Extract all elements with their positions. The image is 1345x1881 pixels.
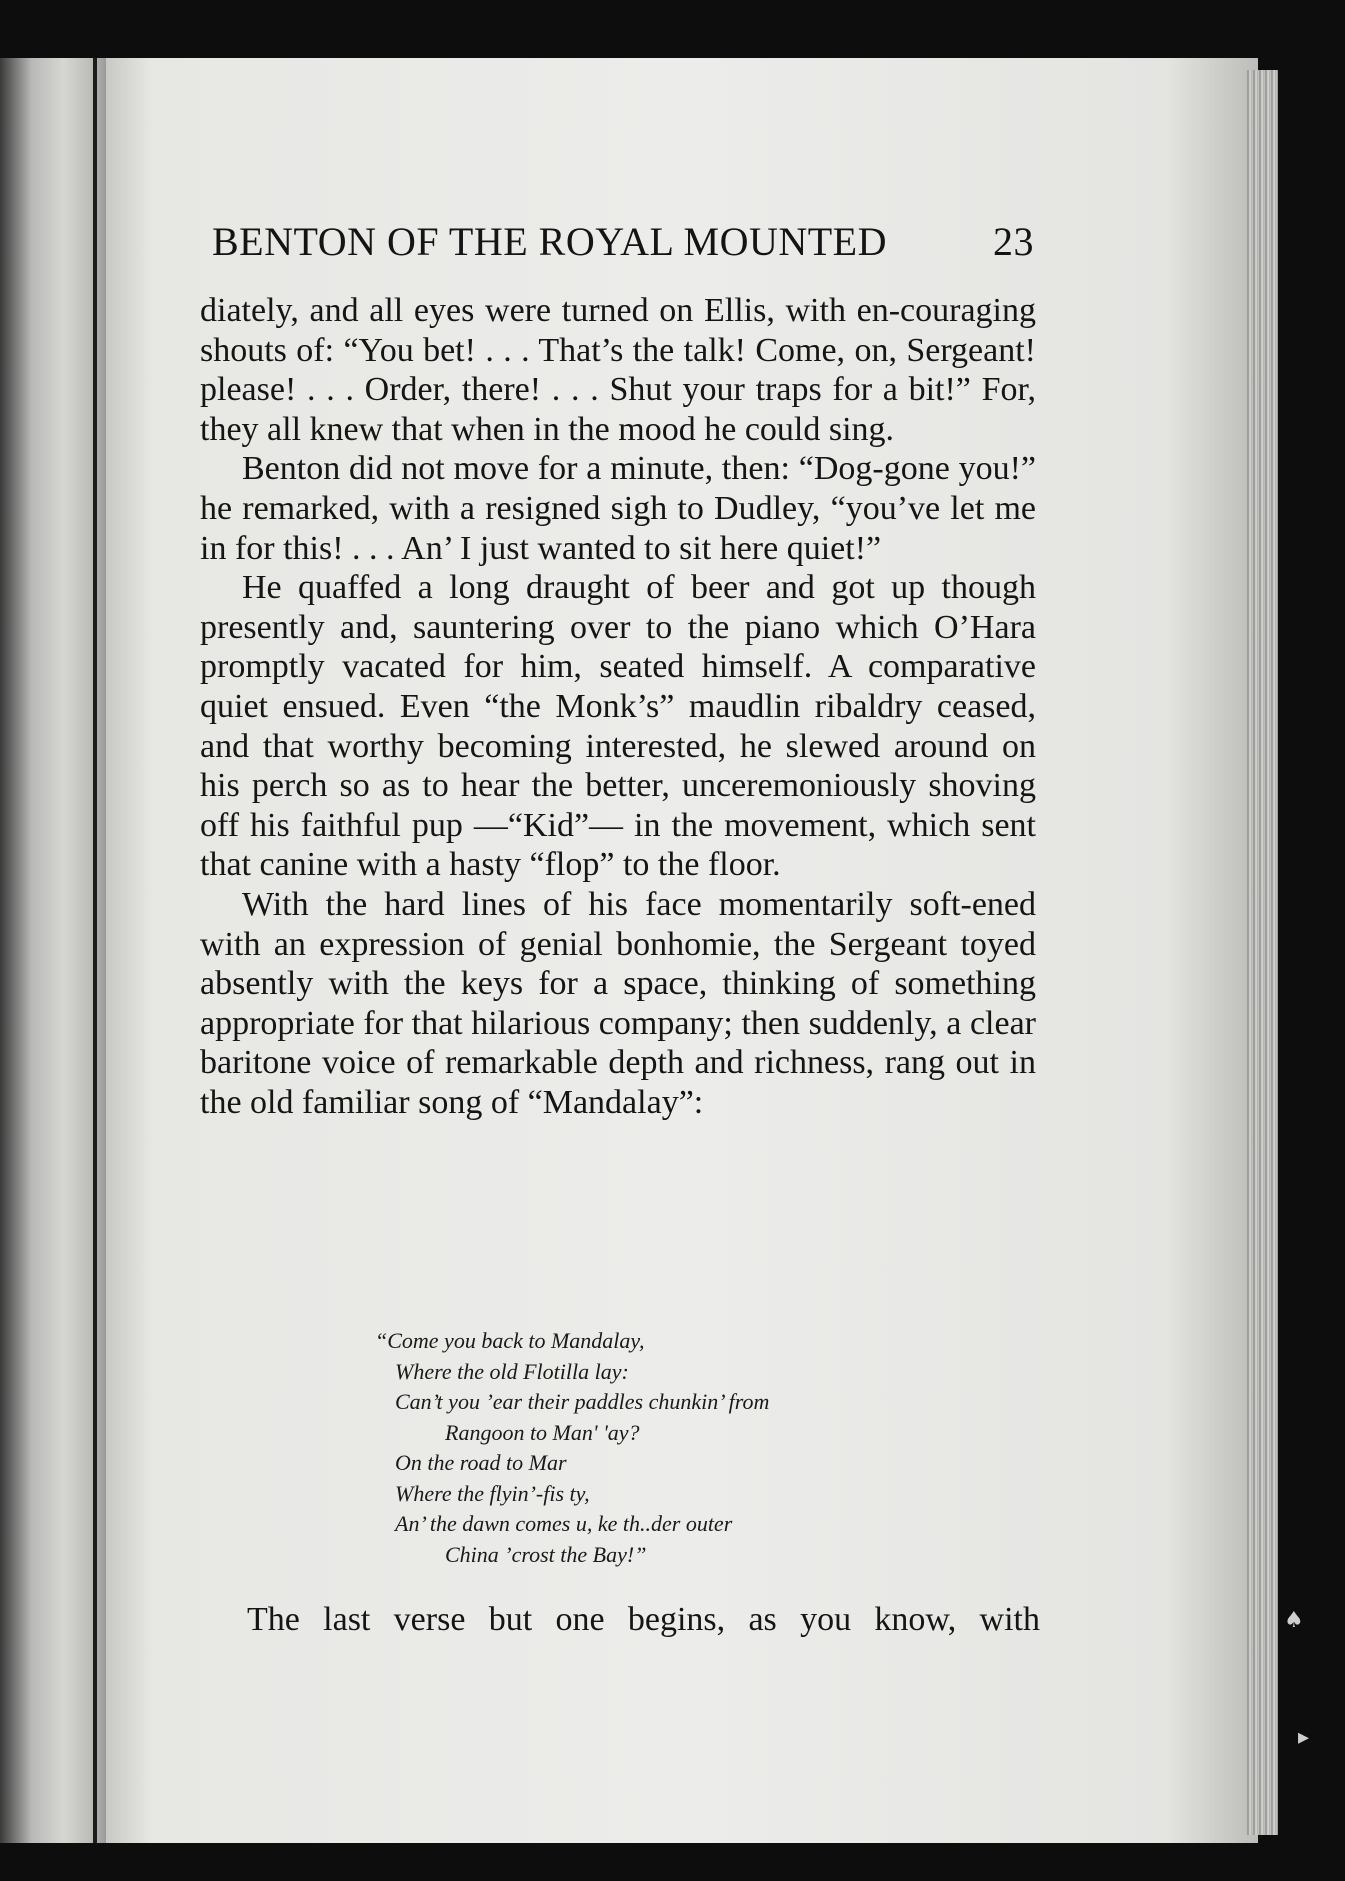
last-line-word: The [247, 1601, 300, 1638]
verse-line: Where the old Flotilla lay: [395, 1358, 629, 1384]
verse-line: China ’crost the Bay!” [445, 1541, 647, 1567]
last-line [247, 1601, 1040, 1639]
verse-block [375, 1326, 975, 1570]
gutter-line [93, 58, 97, 1843]
left-page-edge [0, 58, 106, 1843]
last-line-word: begins, [627, 1601, 726, 1638]
paragraph-3: He quaffed a long draught of beer and got up though presently and, sauntering over to the piano which O’Hara promptly vacated for him, seated himself. A comparative quiet ensued. Even “the Monk’s” maudlin ribaldry ceased, and that worthy becoming interested, he slewed around on his perch so as to hear the better, unceremoniously shoving off his faithful pup —“Kid”— in the movement, which sent that canine with a hasty “flop” to the floor. [200, 569, 1036, 884]
body-text [200, 291, 1036, 1122]
last-line-word: as [748, 1601, 777, 1638]
paragraph-4: With the hard lines of his face momentarily soft-ened with an expression of genial bonhomie, the Sergeant toyed absently with the keys for a space, thinking of something appropriate for that hilarious company; then suddenly, a clear baritone voice of remarkable depth and richness, rang out in the old familiar song of “Mandalay”: [200, 885, 1036, 1121]
last-line-word: last [323, 1601, 371, 1638]
verse-line: “Come you back to Mandalay, [375, 1328, 645, 1353]
page-number: 23 [993, 219, 1034, 264]
last-line-word: one [555, 1601, 605, 1638]
last-line-word: but [488, 1601, 533, 1638]
scan-speck: ▸ [1298, 1725, 1310, 1750]
verse-line: An’ the dawn comes u, ke th..der outer [395, 1511, 733, 1536]
scan-speck: ♠ [1284, 1608, 1304, 1633]
verse-line: On the road to Mar [395, 1450, 567, 1475]
running-head [212, 218, 1034, 265]
last-line-word: know, [874, 1601, 957, 1638]
page-stack-edge [1246, 70, 1278, 1835]
last-line-word: verse [393, 1601, 466, 1638]
last-line-word: you [800, 1601, 852, 1638]
verse-line: Rangoon to Man' 'ay? [445, 1419, 640, 1445]
last-line-word: with [979, 1601, 1040, 1638]
verse-line: Where the flyin’-fis ty, [395, 1480, 590, 1506]
verse-line: Can’t you ’ear their paddles chunkin’ from [395, 1389, 770, 1414]
paragraph-1: diately, and all eyes were turned on Ellis, with en-couraging shouts of: “You bet! . . . That’s the talk! Come, on, Sergeant! please! . . . Order, there! . . . Shut your traps for a bit!” For, they all knew that when in the mood he could sing. [200, 292, 1036, 448]
running-head-title: BENTON OF THE ROYAL MOUNTED [212, 219, 887, 264]
paragraph-2: Benton did not move for a minute, then: “Dog-gone you!” he remarked, with a resigned sigh to Dudley, “you’ve let me in for this! . . . An’ I just wanted to sit here quiet!” [200, 450, 1036, 567]
